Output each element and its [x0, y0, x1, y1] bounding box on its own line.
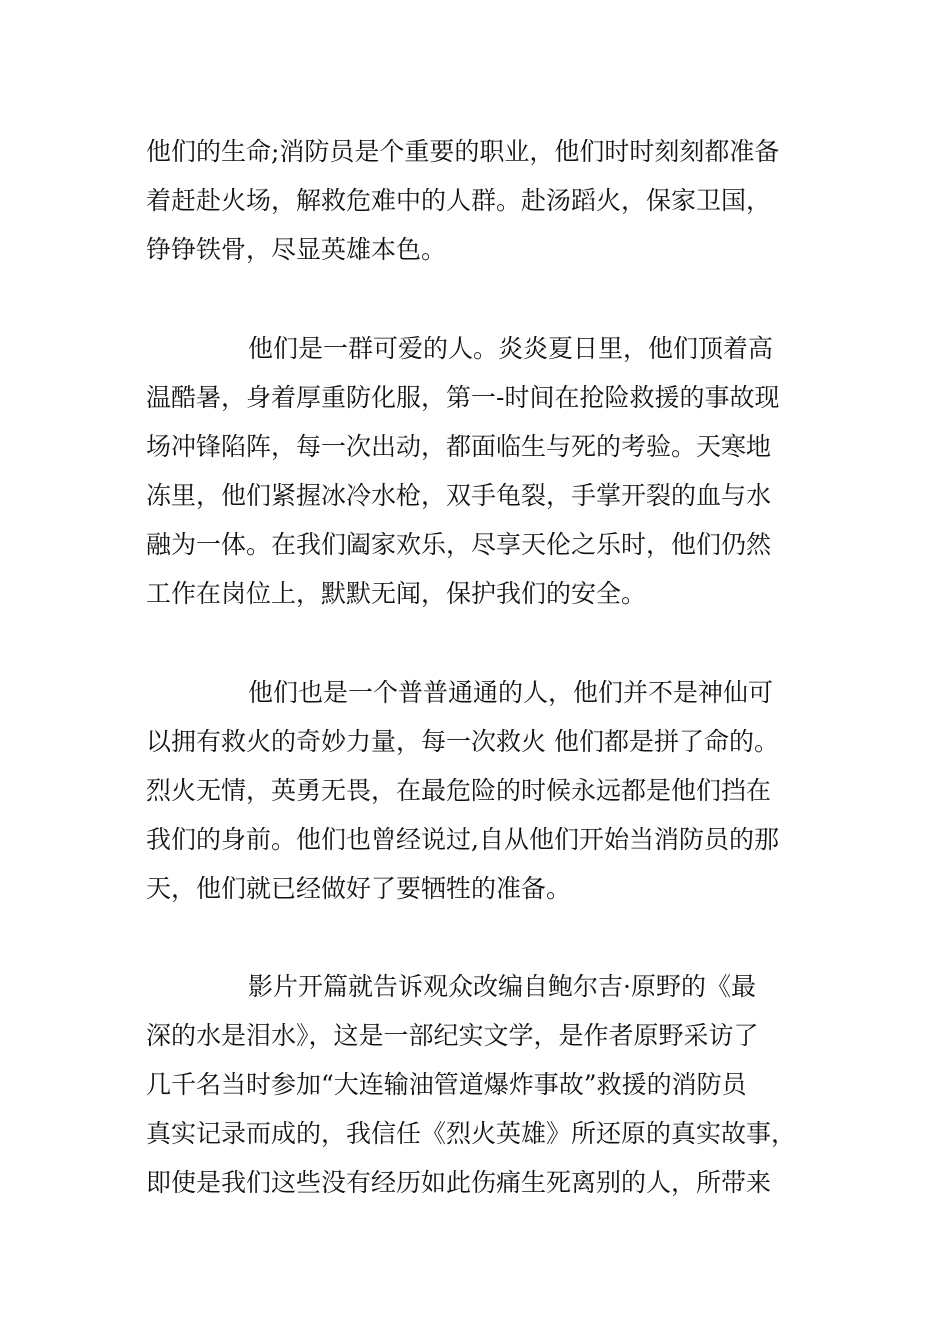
text-line: 融为一体。在我们阖家欢乐，尽享天伦之乐时，他们仍然	[146, 530, 772, 559]
paragraph-3	[146, 668, 811, 913]
text-line: 场冲锋陷阵，每一次出动，都面临生与死的考验。天寒地	[146, 432, 772, 461]
text-line: 烈火无情，英勇无畏，在最危险的时候永远都是他们挡在	[146, 776, 772, 805]
text-line: 我们的身前。他们也曾经说过,自从他们开始当消防员的那	[146, 825, 779, 854]
text-line: 以拥有救火的奇妙力量，每一次救火 他们都是拼了命的。	[146, 727, 779, 756]
text-line: 天，他们就已经做好了要牺牲的准备。	[146, 874, 572, 903]
paragraph-4	[146, 962, 811, 1207]
text-line: 工作在岗位上，默默无闻，保护我们的安全。	[146, 579, 647, 608]
text-line: 温酷暑，身着厚重防化服，第一-时间在抢险救援的事故现	[146, 383, 780, 412]
text-line: 即使是我们这些没有经历如此伤痛生死离别的人，所带来	[146, 1168, 772, 1197]
text-line: 深的水是泪水》，这是一部纪实文学，是作者原野采访了	[146, 1021, 759, 1050]
text-line: 几千名当时参加“大连输油管道爆炸事故”救援的消防员	[146, 1070, 747, 1099]
text-line: 着赶赴火场，解救危难中的人群。赴汤蹈火，保家卫国，	[146, 186, 772, 215]
text-line: 铮铮铁骨，尽显英雄本色。	[146, 235, 447, 264]
text-line: 他们的生命;消防员是个重要的职业，他们时时刻刻都准备	[146, 137, 780, 166]
text-line: 他们也是一个普普通通的人，他们并不是神仙可	[248, 678, 774, 707]
paragraph-2	[146, 324, 811, 618]
text-line: 影片开篇就告诉观众改编自鲍尔吉·原野的《最	[248, 972, 756, 1001]
text-line: 真实记录而成的，我信任《烈火英雄》所还原的真实故事，	[146, 1119, 797, 1148]
text-line: 冻里，他们紧握冰冷水枪，双手龟裂，手掌开裂的血与水	[146, 481, 772, 510]
text-line: 他们是一群可爱的人。炎炎夏日里，他们顶着高	[248, 334, 774, 363]
paragraph-1	[146, 127, 811, 274]
